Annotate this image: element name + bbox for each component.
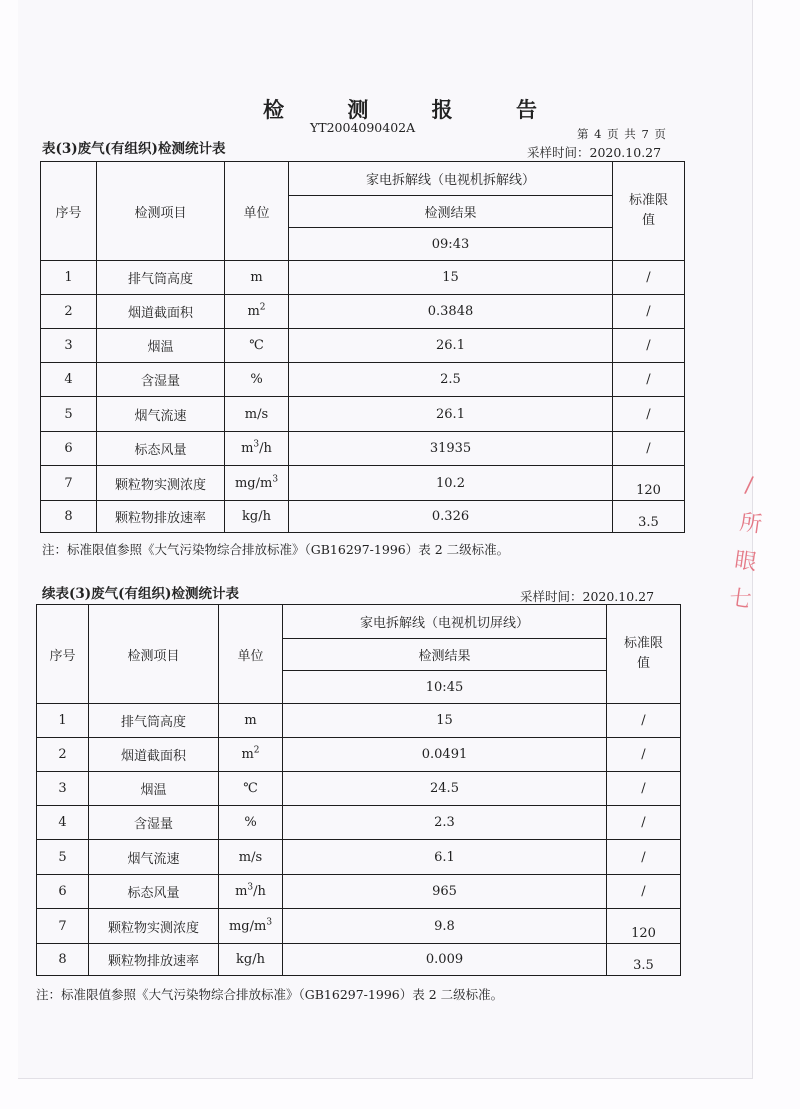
row-value-cell: 0.3848: [289, 295, 613, 329]
row-item-cell: 颗粒物排放速率: [89, 944, 219, 976]
row-unit-cell: %: [225, 363, 289, 397]
row-limit-cell: /: [607, 875, 681, 909]
row-value-cell: 2.3: [283, 806, 607, 840]
row-limit-cell: 3.5: [607, 944, 681, 976]
row-seq-cell: 4: [41, 363, 97, 397]
header-source: 家电拆解线（电视机切屏线）: [283, 605, 607, 639]
row-seq-cell: 8: [37, 944, 89, 976]
table-row: [37, 772, 681, 806]
row-seq-cell: 1: [41, 261, 97, 295]
row-unit-cell: $m^3/h$: [225, 432, 289, 466]
row-seq-cell: 5: [41, 397, 97, 432]
row-item-cell: 颗粒物实测浓度: [89, 909, 219, 944]
row-value-cell: 15: [289, 261, 613, 295]
table-1-sample-time: 采样时间：2020.10.27: [527, 145, 662, 160]
row-value-cell: 24.5: [283, 772, 607, 806]
row-seq-cell: 6: [37, 875, 89, 909]
table-row: [37, 944, 681, 976]
row-limit-cell: 120: [607, 909, 681, 944]
row-item-cell: 烟道截面积: [97, 295, 225, 329]
row-value-cell: 0.009: [283, 944, 607, 976]
row-item-cell: 烟气流速: [97, 397, 225, 432]
row-seq-cell: 7: [41, 466, 97, 501]
row-limit-cell: /: [613, 329, 685, 363]
table-row: [41, 329, 685, 363]
row-limit-cell: /: [613, 363, 685, 397]
row-limit-cell: /: [607, 840, 681, 875]
header-source: 家电拆解线（电视机拆解线）: [289, 162, 613, 196]
row-unit-cell: $m^3/h$: [219, 875, 283, 909]
report-title: 检 测 报 告: [263, 97, 565, 122]
table-row: [41, 363, 685, 397]
row-item-cell: 烟温: [89, 772, 219, 806]
row-limit-cell: /: [607, 704, 681, 738]
table-row: [41, 432, 685, 466]
row-value-cell: 9.8: [283, 909, 607, 944]
table-row: [37, 704, 681, 738]
row-seq-cell: 5: [37, 840, 89, 875]
row-limit-cell: /: [607, 772, 681, 806]
table-2-sample-time: 采样时间：2020.10.27: [520, 589, 655, 604]
table-row: [37, 806, 681, 840]
header-result: 检测结果: [283, 639, 607, 671]
row-item-cell: 排气筒高度: [97, 261, 225, 295]
row-unit-cell: kg/h: [219, 944, 283, 976]
row-unit-cell: $m^2$: [225, 295, 289, 329]
table-row: [41, 397, 685, 432]
table-row: [37, 875, 681, 909]
table-1-caption: 表(3)废气(有组织)检测统计表: [42, 141, 226, 157]
row-seq-cell: 3: [37, 772, 89, 806]
row-item-cell: 烟气流速: [89, 840, 219, 875]
table-row: [41, 501, 685, 533]
row-seq-cell: 8: [41, 501, 97, 533]
table-row: [41, 466, 685, 501]
table-row: [37, 738, 681, 772]
header-time: 09:43: [289, 228, 613, 261]
red-seal-stamp: / 所 眼 七: [727, 472, 764, 614]
row-limit-cell: /: [613, 397, 685, 432]
row-seq-cell: 4: [37, 806, 89, 840]
table-1-note: 注：标准限值参照《大气污染物综合排放标准》（GB16297-1996）表 2 二级标准。: [42, 542, 510, 557]
row-unit-cell: %: [219, 806, 283, 840]
row-seq-cell: 1: [37, 704, 89, 738]
header-item: 检测项目: [97, 162, 225, 261]
row-item-cell: 排气筒高度: [89, 704, 219, 738]
table-2: [36, 604, 681, 976]
row-seq-cell: 2: [41, 295, 97, 329]
row-unit-cell: ℃: [225, 329, 289, 363]
row-unit-cell: m: [219, 704, 283, 738]
row-limit-cell: 3.5: [613, 501, 685, 533]
row-unit-cell: kg/h: [225, 501, 289, 533]
row-item-cell: 颗粒物排放速率: [97, 501, 225, 533]
table-row: [41, 261, 685, 295]
header-unit: 单位: [219, 605, 283, 704]
page-info: 第 4 页 共 7 页: [577, 127, 667, 141]
row-value-cell: 31935: [289, 432, 613, 466]
row-value-cell: 2.5: [289, 363, 613, 397]
table-2-caption: 续表(3)废气(有组织)检测统计表: [42, 586, 239, 602]
row-seq-cell: 3: [41, 329, 97, 363]
row-seq-cell: 6: [41, 432, 97, 466]
row-limit-cell: /: [613, 432, 685, 466]
row-limit-cell: /: [607, 738, 681, 772]
row-unit-cell: $m^2$: [219, 738, 283, 772]
table-1: [40, 161, 685, 533]
row-value-cell: 0.326: [289, 501, 613, 533]
header-seq: 序号: [41, 162, 97, 261]
row-value-cell: 0.0491: [283, 738, 607, 772]
row-item-cell: 标态风量: [97, 432, 225, 466]
row-value-cell: 10.2: [289, 466, 613, 501]
row-item-cell: 含湿量: [97, 363, 225, 397]
row-limit-cell: /: [613, 261, 685, 295]
report-number: YT2004090402A: [310, 120, 416, 135]
row-item-cell: 烟温: [97, 329, 225, 363]
row-value-cell: 15: [283, 704, 607, 738]
row-value-cell: 6.1: [283, 840, 607, 875]
row-item-cell: 含湿量: [89, 806, 219, 840]
row-item-cell: 标态风量: [89, 875, 219, 909]
header-seq: 序号: [37, 605, 89, 704]
row-unit-cell: m/s: [219, 840, 283, 875]
row-unit-cell: $mg/m^3$: [225, 466, 289, 501]
header-limit: 标准限值: [613, 162, 685, 261]
row-seq-cell: 2: [37, 738, 89, 772]
row-seq-cell: 7: [37, 909, 89, 944]
row-unit-cell: m/s: [225, 397, 289, 432]
header-time: 10:45: [283, 671, 607, 704]
table-row: [41, 295, 685, 329]
row-limit-cell: /: [613, 295, 685, 329]
table-row: [37, 909, 681, 944]
row-value-cell: 26.1: [289, 397, 613, 432]
row-item-cell: 颗粒物实测浓度: [97, 466, 225, 501]
header-result: 检测结果: [289, 196, 613, 228]
row-unit-cell: $mg/m^3$: [219, 909, 283, 944]
header-item: 检测项目: [89, 605, 219, 704]
table-2-note: 注：标准限值参照《大气污染物综合排放标准》（GB16297-1996）表 2 二级标准。: [36, 987, 504, 1002]
header-unit: 单位: [225, 162, 289, 261]
header-limit: 标准限值: [607, 605, 681, 704]
row-item-cell: 烟道截面积: [89, 738, 219, 772]
table-row: [37, 840, 681, 875]
row-value-cell: 26.1: [289, 329, 613, 363]
row-unit-cell: m: [225, 261, 289, 295]
row-value-cell: 965: [283, 875, 607, 909]
row-limit-cell: /: [607, 806, 681, 840]
row-unit-cell: ℃: [219, 772, 283, 806]
row-limit-cell: 120: [613, 466, 685, 501]
